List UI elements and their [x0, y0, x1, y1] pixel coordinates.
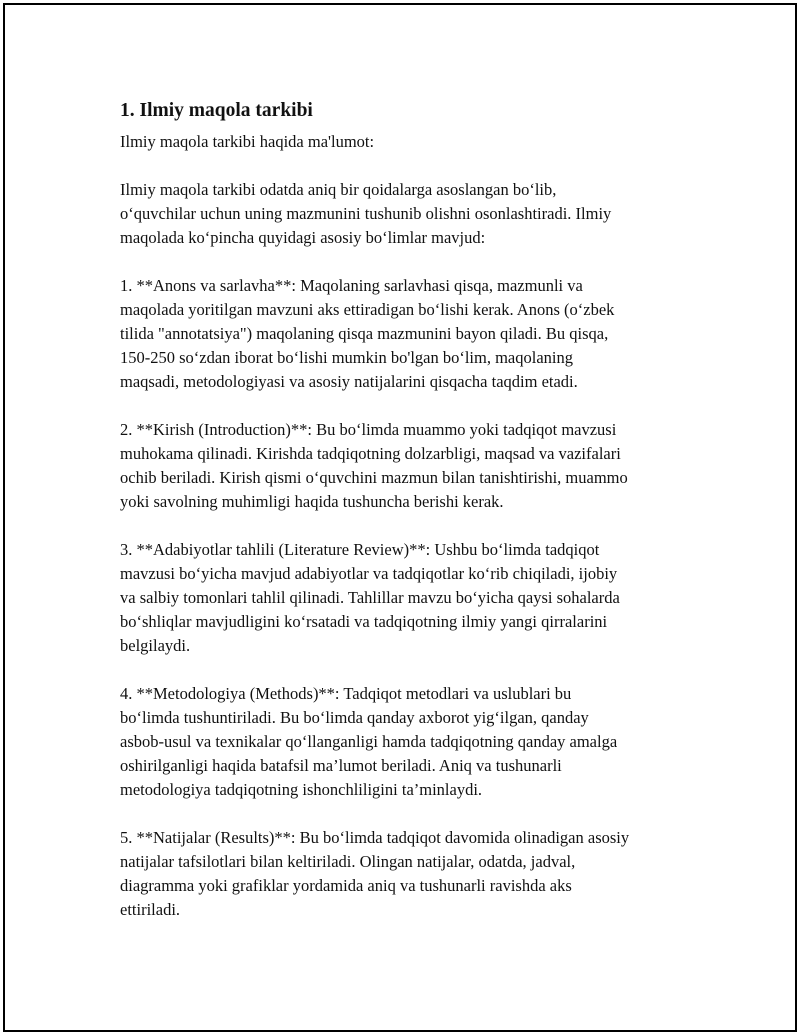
paragraph-gap — [120, 658, 700, 682]
intro-paragraph: Ilmiy maqola tarkibi haqida ma'lumot: — [120, 132, 375, 151]
text-line: yoki savolning muhimligi haqida tushuncha berishi kerak. — [120, 492, 504, 511]
document-body — [120, 98, 700, 922]
text-line: asbob-usul va texnikalar qo‘llanganligi hamda tadqiqotning qanday amalga — [120, 732, 618, 751]
text-line: 4. **Metodologiya (Methods)**: Tadqiqot metodlari va uslublari bu — [120, 684, 572, 703]
paragraph-gap — [120, 250, 700, 274]
text-line: Ilmiy maqola tarkibi odatda aniq bir qoidalarga asoslangan bo‘lib, — [120, 180, 557, 199]
text-line: 2. **Kirish (Introduction)**: Bu bo‘limda muammo yoki tadqiqot mavzusi — [120, 420, 617, 439]
text-line: bo‘limda tushuntiriladi. Bu bo‘limda qanday axborot yig‘ilgan, qanday — [120, 708, 589, 727]
text-line: ochib beriladi. Kirish qismi o‘quvchini mazmun bilan tanishtirishi, muammo — [120, 468, 628, 487]
text-line: ettiriladi. — [120, 900, 181, 919]
section-metodologiya-paragraph — [120, 682, 700, 802]
text-line: natijalar tafsilotlari bilan keltiriladi. Olingan natijalar, odatda, jadval, — [120, 852, 576, 871]
overview-paragraph — [120, 178, 700, 250]
section-anons-paragraph — [120, 274, 700, 394]
text-line: tilida "annotatsiya") maqolaning qisqa mazmunini bayon qiladi. Bu qisqa, — [120, 324, 609, 343]
text-line: maqolada yoritilgan mavzuni aks ettiradigan bo‘lishi kerak. Anons (o‘zbek — [120, 300, 615, 319]
text-line: maqsadi, metodologiyasi va asosiy natijalarini qisqacha taqdim etadi. — [120, 372, 578, 391]
text-line: 3. **Adabiyotlar tahlili (Literature Review)**: Ushbu bo‘limda tadqiqot — [120, 540, 600, 559]
section-natijalar-paragraph — [120, 826, 700, 922]
paragraph-gap — [120, 802, 700, 826]
section-heading: 1. Ilmiy maqola tarkibi — [120, 100, 313, 121]
text-line: muhokama qilinadi. Kirishda tadqiqotning dolzarbligi, maqsad va vazifalari — [120, 444, 621, 463]
text-line: maqolada ko‘pincha quyidagi asosiy bo‘limlar mavjud: — [120, 228, 486, 247]
paragraph-gap — [120, 394, 700, 418]
text-line: belgilaydi. — [120, 636, 191, 655]
text-line: diagramma yoki grafiklar yordamida aniq va tushunarli ravishda aks — [120, 876, 572, 895]
text-line: oshirilganligi haqida batafsil ma’lumot beriladi. Aniq va tushunarli — [120, 756, 562, 775]
text-line: 150-250 so‘zdan iborat bo‘lishi mumkin bo'lgan bo‘lim, maqolaning — [120, 348, 573, 367]
page-frame — [3, 3, 797, 1032]
text-line: 1. **Anons va sarlavha**: Maqolaning sarlavhasi qisqa, mazmunli va — [120, 276, 583, 295]
text-line: mavzusi bo‘yicha mavjud adabiyotlar va tadqiqotlar ko‘rib chiqiladi, ijobiy — [120, 564, 618, 583]
section-adabiyotlar-paragraph — [120, 538, 700, 658]
paragraph-gap — [120, 154, 700, 178]
text-line: metodologiya tadqiqotning ishonchliligini ta’minlaydi. — [120, 780, 483, 799]
text-line: 5. **Natijalar (Results)**: Bu bo‘limda tadqiqot davomida olinadigan asosiy — [120, 828, 630, 847]
text-line: o‘quvchilar uchun uning mazmunini tushunib olishni osonlashtiradi. Ilmiy — [120, 204, 612, 223]
section-kirish-paragraph — [120, 418, 700, 514]
paragraph-gap — [120, 514, 700, 538]
text-line: va salbiy tomonlari tahlil qilinadi. Tahlillar mavzu bo‘yicha qaysi sohalarda — [120, 588, 620, 607]
text-line: bo‘shliqlar mavjudligini ko‘rsatadi va tadqiqotning ilmiy yangi qirralarini — [120, 612, 608, 631]
